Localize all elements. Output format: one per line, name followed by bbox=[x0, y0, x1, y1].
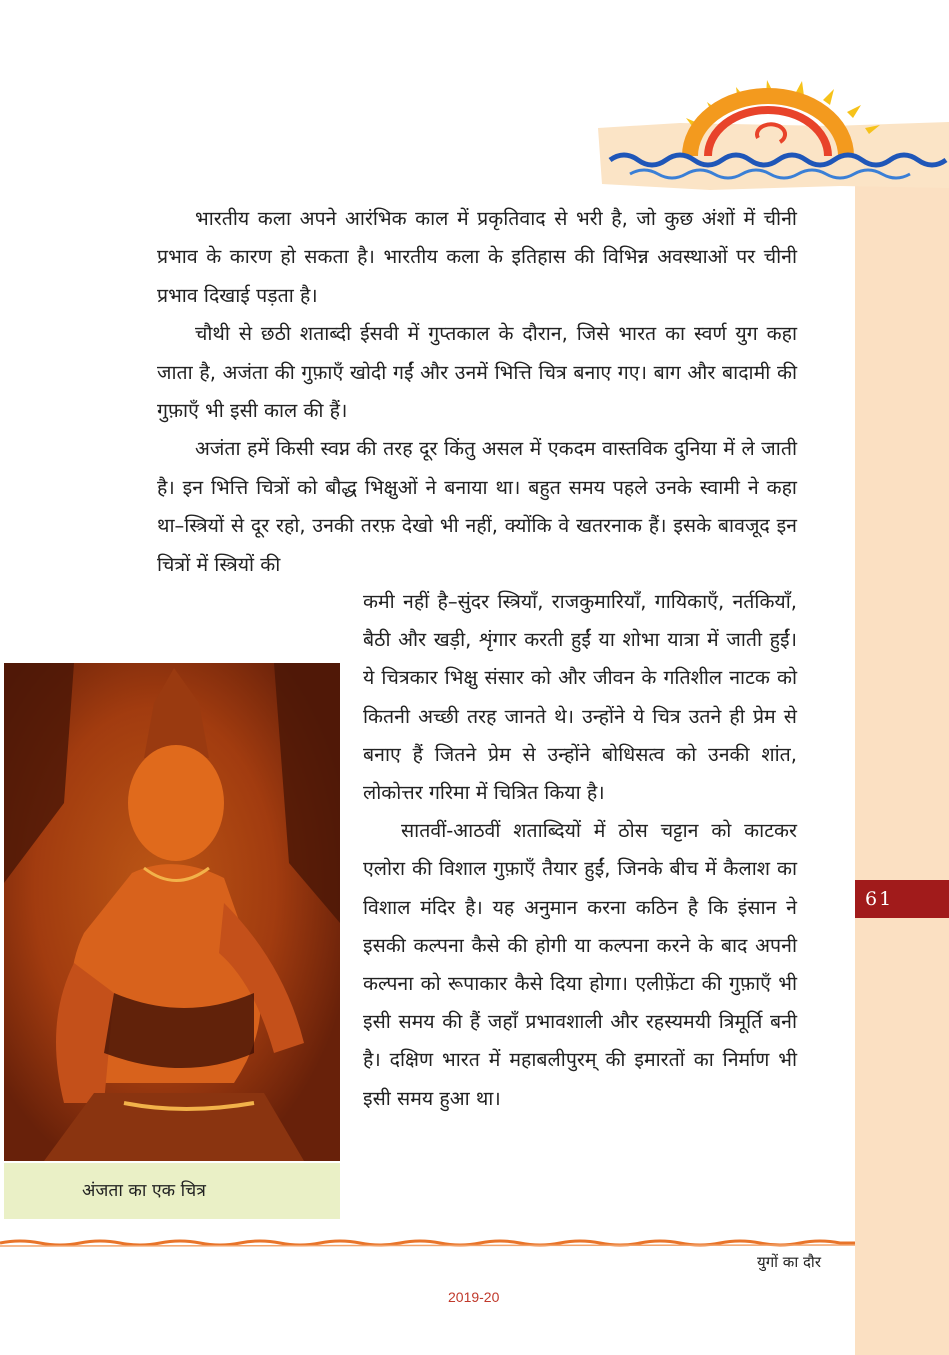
figure-caption: अंजता का एक चित्र bbox=[4, 1163, 340, 1219]
chapter-title: युगों का दौर bbox=[757, 1253, 821, 1271]
ajanta-painting-image bbox=[4, 663, 340, 1161]
paragraph: चौथी से छठी शताब्दी ईसवी में गुप्तकाल के दौरान, जिसे भारत का स्वर्ण युग कहा जाता है, अजंता की गुफ़ाएँ खोदी गईं और उनमें भित्ति चित्र बनाए गए। बाग और बादामी की गुफ़ाएँ भी इसी काल की हैं। bbox=[157, 322, 797, 423]
paragraph: सातवीं-आठवीं शताब्दियों में ठोस चट्टान को काटकर एलोरा की विशाल गुफ़ाएँ तैयार हुईं, जिनके बीच में कैलाश का विशाल मंदिर है। यह अनुमान करना कठिन है कि इंसान ने इसकी कल्पना कैसे की होगी या कल्पना करने के बाद अपनी कल्पना को रूपाकार कैसे दिया होगा। एलीफ़ेंटा की गुफ़ाएँ भी इसी समय की हैं जहाँ प्रभावशाली और रहस्यमयी त्रिमूर्ति बनी है। दक्षिण भारत में महाबलीपुरम् की इमारतों का निर्माण भी इसी समय हुआ था। bbox=[363, 819, 797, 1110]
paragraph: कमी नहीं है–सुंदर स्त्रियाँ, राजकुमारियाँ, गायिकाएँ, नर्तकियाँ, बैठी और खड़ी, शृंगार करती हुईं या शोभा यात्रा में जाती हुईं। ये चित्रकार भिक्षु संसार को और जीवन के गतिशील नाटक को कितनी अच्छी तरह जानते थे। उन्होंने ये चित्र उतने ही प्रेम से बनाए हैं जितने प्रेम से उन्होंने बोधिसत्व को उनकी शांत, लोकोत्तर गरिमा में चित्रित किया है। bbox=[363, 590, 797, 805]
side-margin-band bbox=[855, 132, 949, 1355]
paragraph: अजंता हमें किसी स्वप्न की तरह दूर किंतु असल में एकदम वास्तविक दुनिया में ले जाती है। इन भित्ति चित्रों को बौद्ध भिक्षुओं ने बनाया था। बहुत समय पहले उनके स्वामी ने कहा था–स्त्रियों से दूर रहो, उनकी तरफ़ देखो भी नहीं, क्योंकि वे खतरनाक हैं। इसके बावजूद इन चित्रों में स्त्रियों की bbox=[157, 437, 797, 576]
sun-waves-illustration bbox=[590, 78, 949, 193]
paragraph: भारतीय कला अपने आरंभिक काल में प्रकृतिवाद से भरी है, जो कुछ अंशों में चीनी प्रभाव के कारण हो सकता है। भारतीय कला के इतिहास की विभिन्न अवस्थाओं पर चीनी प्रभाव दिखाई पड़ता है। bbox=[157, 207, 797, 307]
footer-divider bbox=[0, 1238, 855, 1248]
main-text bbox=[157, 200, 797, 584]
page-number: 61 bbox=[855, 880, 949, 918]
main-text-continued bbox=[363, 583, 797, 1118]
edition-year: 2019-20 bbox=[448, 1289, 500, 1305]
